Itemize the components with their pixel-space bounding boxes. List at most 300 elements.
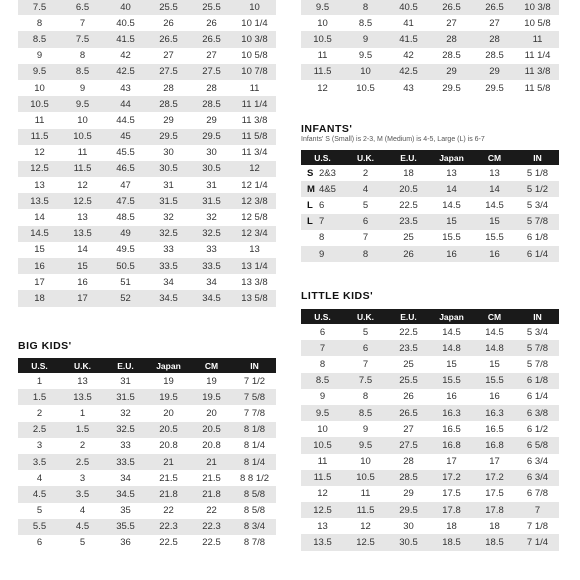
table-cell: 18 <box>18 290 61 306</box>
table-cell: 22.5 <box>147 535 190 551</box>
table-cell: 29 <box>473 64 516 80</box>
table-cell <box>301 165 344 181</box>
table-cell: 18 <box>387 165 430 181</box>
table-cell: 16 <box>473 246 516 262</box>
table-row <box>18 15 276 31</box>
table-cell: 11 5/8 <box>233 129 276 145</box>
table-cell: 40 <box>104 0 147 15</box>
table-row <box>301 421 559 437</box>
table-cell: 7.5 <box>18 0 61 15</box>
little-kids-table-body <box>301 324 559 551</box>
table-cell: 20.5 <box>147 422 190 438</box>
table-cell: 17.8 <box>473 502 516 518</box>
table-row <box>18 422 276 438</box>
table-cell: 3.5 <box>18 454 61 470</box>
table-cell: 44.5 <box>104 112 147 128</box>
table-cell: 6 7/8 <box>516 486 559 502</box>
table-cell: 11 <box>18 112 61 128</box>
table-cell: 15.5 <box>473 230 516 246</box>
table-cell: 33 <box>104 438 147 454</box>
column-header: IN <box>233 358 276 373</box>
table-cell: 12.5 <box>61 193 104 209</box>
table-cell: 29.5 <box>430 80 473 96</box>
table-row <box>301 64 559 80</box>
table-cell: 10 5/8 <box>516 15 559 31</box>
table-cell: 15.5 <box>430 373 473 389</box>
table-cell: 10 <box>301 421 344 437</box>
table-row <box>301 31 559 47</box>
table-cell: 13 5/8 <box>233 290 276 306</box>
table-cell: 11 <box>301 48 344 64</box>
table-cell: 5 <box>18 503 61 519</box>
infants-table-body <box>301 165 559 262</box>
table-cell: 25.5 <box>190 0 233 15</box>
table-cell: 47 <box>104 177 147 193</box>
table-cell: 14.5 <box>18 226 61 242</box>
table-cell: 35.5 <box>104 519 147 535</box>
table-cell: 17.2 <box>430 470 473 486</box>
big-kids-header-row <box>18 358 276 373</box>
table-cell: 21.5 <box>190 470 233 486</box>
table-cell: 8 7/8 <box>233 535 276 551</box>
table-cell: 8 1/4 <box>233 438 276 454</box>
table-cell: 13.5 <box>18 193 61 209</box>
table-cell: 6 3/4 <box>516 470 559 486</box>
table-cell: 11.5 <box>61 161 104 177</box>
table-row <box>301 389 559 405</box>
table-cell: 5.5 <box>18 519 61 535</box>
table-cell: 9.5 <box>344 48 387 64</box>
table-cell: 5 <box>344 197 387 213</box>
table-cell: 25 <box>387 356 430 372</box>
table-row <box>18 290 276 306</box>
table-cell: 36 <box>104 535 147 551</box>
table-cell: 6 1/4 <box>516 246 559 262</box>
table-row <box>301 324 559 340</box>
table-cell: 30 <box>190 145 233 161</box>
table-cell: 10 3/8 <box>233 31 276 47</box>
table-cell: 20.8 <box>147 438 190 454</box>
table-cell: 27.5 <box>190 64 233 80</box>
us-size: 9 <box>319 248 325 260</box>
table-cell: 21 <box>190 454 233 470</box>
table-cell: 7 1/8 <box>516 518 559 534</box>
table-row <box>301 15 559 31</box>
table-cell: 17.5 <box>473 486 516 502</box>
big-kids-size-table <box>18 358 276 551</box>
table-cell: 8 5/8 <box>233 503 276 519</box>
table-cell: 11.5 <box>301 470 344 486</box>
table-cell: 28 <box>430 31 473 47</box>
table-row <box>18 535 276 551</box>
table-cell: 9 <box>344 421 387 437</box>
table-row <box>301 197 559 213</box>
table-cell: 7 <box>301 340 344 356</box>
table-cell: 10 <box>301 15 344 31</box>
table-cell: 15 <box>430 214 473 230</box>
table-cell: 25.5 <box>387 373 430 389</box>
table-cell: 8 <box>61 48 104 64</box>
table-cell: 12.5 <box>18 161 61 177</box>
table-cell: 16.3 <box>473 405 516 421</box>
table-cell: 17 <box>18 274 61 290</box>
table-cell: 28.5 <box>387 470 430 486</box>
table-cell: 8.5 <box>18 31 61 47</box>
table-cell: 8 <box>344 0 387 15</box>
table-cell: 7 <box>344 230 387 246</box>
column-header: CM <box>473 150 516 165</box>
table-cell: 6 1/8 <box>516 230 559 246</box>
table-cell: 46.5 <box>104 161 147 177</box>
table-row <box>18 161 276 177</box>
table-row <box>301 80 559 96</box>
table-cell: 17 <box>430 454 473 470</box>
table-cell: 8 8 1/2 <box>233 470 276 486</box>
table-cell: 11 <box>344 486 387 502</box>
table-cell: 15 <box>18 242 61 258</box>
table-row <box>18 129 276 145</box>
table-cell: 19 <box>147 373 190 389</box>
table-cell: 10 <box>61 112 104 128</box>
table-cell: 30.5 <box>387 534 430 550</box>
table-cell: 31 <box>190 177 233 193</box>
table-cell: 23.5 <box>387 214 430 230</box>
size-letter: L <box>307 216 313 228</box>
table-cell: 16.3 <box>430 405 473 421</box>
infants-note: Infants' S (Small) is 2-3, M (Medium) is 4-5, Large (L) is 6-7 <box>301 136 485 143</box>
table-cell: 15 <box>473 356 516 372</box>
table-cell: 18.5 <box>430 534 473 550</box>
column-header: U.K. <box>344 150 387 165</box>
table-cell: 26 <box>387 389 430 405</box>
table-row <box>301 534 559 550</box>
table-cell: 6 1/4 <box>516 389 559 405</box>
table-cell: 28.5 <box>190 96 233 112</box>
table-cell: 18 <box>473 518 516 534</box>
table-cell: 27 <box>473 15 516 31</box>
table-cell: 15 <box>61 258 104 274</box>
table-row <box>18 454 276 470</box>
table-cell: 12 <box>301 486 344 502</box>
table-cell: 30 <box>387 518 430 534</box>
table-cell: 13.5 <box>61 389 104 405</box>
adult-size-table-left-body <box>18 0 276 307</box>
table-cell: 16 <box>430 389 473 405</box>
table-row <box>301 246 559 262</box>
table-cell: 16 <box>430 246 473 262</box>
table-cell: 25.5 <box>147 0 190 15</box>
table-cell: 7.5 <box>344 373 387 389</box>
column-header: U.K. <box>61 358 104 373</box>
table-cell: 12 <box>301 80 344 96</box>
size-letter: L <box>307 199 313 211</box>
table-row <box>18 145 276 161</box>
table-cell: 21 <box>147 454 190 470</box>
table-cell: 2 <box>18 405 61 421</box>
table-cell: 14.5 <box>430 324 473 340</box>
table-cell: 15 <box>430 356 473 372</box>
big-kids-title: BIG KIDS' <box>18 340 72 352</box>
table-cell: 16 <box>18 258 61 274</box>
table-cell <box>301 214 344 230</box>
table-cell: 3 <box>61 470 104 486</box>
table-cell: 31.5 <box>104 389 147 405</box>
table-cell: 12.5 <box>301 502 344 518</box>
table-cell: 19.5 <box>147 389 190 405</box>
table-cell: 7 5/8 <box>233 389 276 405</box>
table-cell: 30.5 <box>147 161 190 177</box>
table-cell: 34.5 <box>147 290 190 306</box>
table-cell: 45.5 <box>104 145 147 161</box>
table-cell: 33.5 <box>190 258 233 274</box>
table-cell: 8 <box>18 15 61 31</box>
column-header: Japan <box>430 309 473 324</box>
table-cell: 1.5 <box>18 389 61 405</box>
table-cell: 19 <box>190 373 233 389</box>
table-cell: 13 <box>18 177 61 193</box>
table-cell: 8 <box>344 246 387 262</box>
table-cell: 16.5 <box>473 421 516 437</box>
table-cell: 33 <box>147 242 190 258</box>
column-header: E.U. <box>387 309 430 324</box>
table-cell: 29 <box>430 64 473 80</box>
table-cell: 6 1/2 <box>516 421 559 437</box>
adult-size-table-right-body <box>301 0 559 96</box>
table-cell: 2.5 <box>61 454 104 470</box>
table-cell: 6 1/8 <box>516 373 559 389</box>
table-cell: 5 7/8 <box>516 340 559 356</box>
table-cell: 15.5 <box>430 230 473 246</box>
table-cell: 32.5 <box>190 226 233 242</box>
us-size: 7 <box>319 216 325 228</box>
table-cell: 14.5 <box>430 197 473 213</box>
table-cell: 43 <box>104 80 147 96</box>
adult-size-table-right <box>301 0 559 96</box>
table-cell: 41 <box>387 15 430 31</box>
table-cell: 29.5 <box>147 129 190 145</box>
table-cell: 30.5 <box>190 161 233 177</box>
table-cell: 6 <box>344 214 387 230</box>
table-cell: 9 <box>61 80 104 96</box>
table-cell: 11.5 <box>344 502 387 518</box>
little-kids-title: LITTLE KIDS' <box>301 290 374 302</box>
us-size: 8 <box>319 232 325 244</box>
table-row <box>18 31 276 47</box>
table-cell: 34 <box>147 274 190 290</box>
table-cell: 30 <box>147 145 190 161</box>
table-cell: 32 <box>147 209 190 225</box>
table-cell: 26.5 <box>147 31 190 47</box>
table-cell <box>301 197 344 213</box>
table-cell: 13 <box>61 373 104 389</box>
table-cell: 29.5 <box>473 80 516 96</box>
table-cell: 8 3/4 <box>233 519 276 535</box>
table-cell: 44 <box>104 96 147 112</box>
table-cell: 35 <box>104 503 147 519</box>
table-cell: 12 3/8 <box>233 193 276 209</box>
table-cell: 10 <box>18 80 61 96</box>
table-cell: 8 1/8 <box>233 422 276 438</box>
table-row <box>301 454 559 470</box>
table-cell: 17.2 <box>473 470 516 486</box>
table-cell: 12 1/4 <box>233 177 276 193</box>
table-cell: 34 <box>190 274 233 290</box>
table-cell: 21.8 <box>190 486 233 502</box>
table-row <box>18 226 276 242</box>
table-cell: 22 <box>147 503 190 519</box>
table-cell: 1.5 <box>61 422 104 438</box>
table-row <box>18 274 276 290</box>
column-header: IN <box>516 309 559 324</box>
table-cell: 9 <box>301 389 344 405</box>
table-cell <box>301 246 344 262</box>
table-cell: 13 <box>430 165 473 181</box>
table-cell: 50.5 <box>104 258 147 274</box>
table-cell: 4.5 <box>61 519 104 535</box>
table-cell: 6 3/8 <box>516 405 559 421</box>
table-cell: 18 <box>430 518 473 534</box>
table-cell: 5 1/8 <box>516 165 559 181</box>
table-cell: 23.5 <box>387 340 430 356</box>
table-cell: 29 <box>387 486 430 502</box>
table-cell: 32 <box>104 405 147 421</box>
table-cell: 10 5/8 <box>233 48 276 64</box>
little-kids-size-table <box>301 309 559 551</box>
table-row <box>18 389 276 405</box>
table-cell: 8 <box>301 356 344 372</box>
table-cell: 11 3/8 <box>233 112 276 128</box>
column-header: E.U. <box>104 358 147 373</box>
table-cell: 42 <box>104 48 147 64</box>
table-cell: 33.5 <box>147 258 190 274</box>
table-cell: 26.5 <box>430 0 473 15</box>
table-cell: 31.5 <box>147 193 190 209</box>
table-row <box>18 405 276 421</box>
column-header: IN <box>516 150 559 165</box>
table-cell: 11 <box>61 145 104 161</box>
table-cell: 33 <box>190 242 233 258</box>
table-cell: 13.5 <box>61 226 104 242</box>
table-cell: 13 <box>473 165 516 181</box>
table-cell: 10 <box>344 64 387 80</box>
table-cell: 13 <box>301 518 344 534</box>
table-cell: 27 <box>147 48 190 64</box>
table-cell: 12 3/4 <box>233 226 276 242</box>
table-cell: 31 <box>147 177 190 193</box>
table-cell: 29 <box>190 112 233 128</box>
table-cell: 29.5 <box>387 502 430 518</box>
table-cell: 16.8 <box>473 437 516 453</box>
table-cell: 4 <box>18 470 61 486</box>
column-header: U.S. <box>18 358 61 373</box>
table-cell: 15.5 <box>473 373 516 389</box>
table-cell: 22 <box>190 503 233 519</box>
table-cell: 11.5 <box>18 129 61 145</box>
table-cell: 3.5 <box>61 486 104 502</box>
table-row <box>18 373 276 389</box>
table-cell: 22.5 <box>190 535 233 551</box>
table-cell: 11 <box>233 80 276 96</box>
table-cell: 14.5 <box>473 324 516 340</box>
table-row <box>301 356 559 372</box>
table-cell: 43 <box>387 80 430 96</box>
table-cell: 22.3 <box>147 519 190 535</box>
table-cell: 8 5/8 <box>233 486 276 502</box>
table-cell: 34.5 <box>104 486 147 502</box>
table-cell: 14.8 <box>430 340 473 356</box>
table-row <box>301 502 559 518</box>
table-cell: 4.5 <box>18 486 61 502</box>
table-cell: 10 <box>233 0 276 15</box>
table-row <box>301 405 559 421</box>
table-cell: 14 <box>473 181 516 197</box>
table-row <box>18 486 276 502</box>
table-cell: 10 7/8 <box>233 64 276 80</box>
table-cell: 27 <box>430 15 473 31</box>
table-cell: 14.5 <box>473 197 516 213</box>
table-cell: 5 1/2 <box>516 181 559 197</box>
table-row <box>18 193 276 209</box>
table-cell: 7 1/4 <box>516 534 559 550</box>
table-cell: 42 <box>387 48 430 64</box>
table-cell: 5 7/8 <box>516 214 559 230</box>
table-row <box>301 470 559 486</box>
table-row <box>301 437 559 453</box>
table-cell: 11 5/8 <box>516 80 559 96</box>
table-cell: 42.5 <box>387 64 430 80</box>
table-cell: 26.5 <box>387 405 430 421</box>
table-cell: 4 <box>344 181 387 197</box>
table-cell: 27.5 <box>147 64 190 80</box>
column-header: U.S. <box>301 309 344 324</box>
table-cell: 7 <box>344 356 387 372</box>
table-cell: 28.5 <box>430 48 473 64</box>
table-cell: 12 <box>18 145 61 161</box>
table-row <box>301 486 559 502</box>
table-cell: 33.5 <box>104 454 147 470</box>
table-cell: 6 <box>301 324 344 340</box>
table-cell: 28 <box>190 80 233 96</box>
table-cell: 3 <box>18 438 61 454</box>
infants-header-row <box>301 150 559 165</box>
table-cell: 26 <box>190 15 233 31</box>
table-cell: 22.5 <box>387 197 430 213</box>
table-cell: 28.5 <box>473 48 516 64</box>
table-cell: 11 3/8 <box>516 64 559 80</box>
table-cell: 8.5 <box>344 405 387 421</box>
table-cell: 26.5 <box>190 31 233 47</box>
table-row <box>301 48 559 64</box>
table-cell: 29 <box>147 112 190 128</box>
table-cell: 1 <box>18 373 61 389</box>
table-cell: 7 <box>516 502 559 518</box>
table-cell: 6 3/4 <box>516 454 559 470</box>
table-cell: 34 <box>104 470 147 486</box>
table-cell: 28 <box>147 80 190 96</box>
table-row <box>301 0 559 15</box>
table-cell: 14 <box>61 242 104 258</box>
table-cell: 27.5 <box>387 437 430 453</box>
table-cell: 26 <box>387 246 430 262</box>
table-cell: 13.5 <box>301 534 344 550</box>
table-cell: 8 1/4 <box>233 454 276 470</box>
table-row <box>301 340 559 356</box>
table-cell: 31 <box>104 373 147 389</box>
table-cell: 5 <box>61 535 104 551</box>
adult-size-table-left <box>18 0 276 307</box>
table-cell: 11 1/4 <box>233 96 276 112</box>
us-size: 6 <box>319 199 325 211</box>
